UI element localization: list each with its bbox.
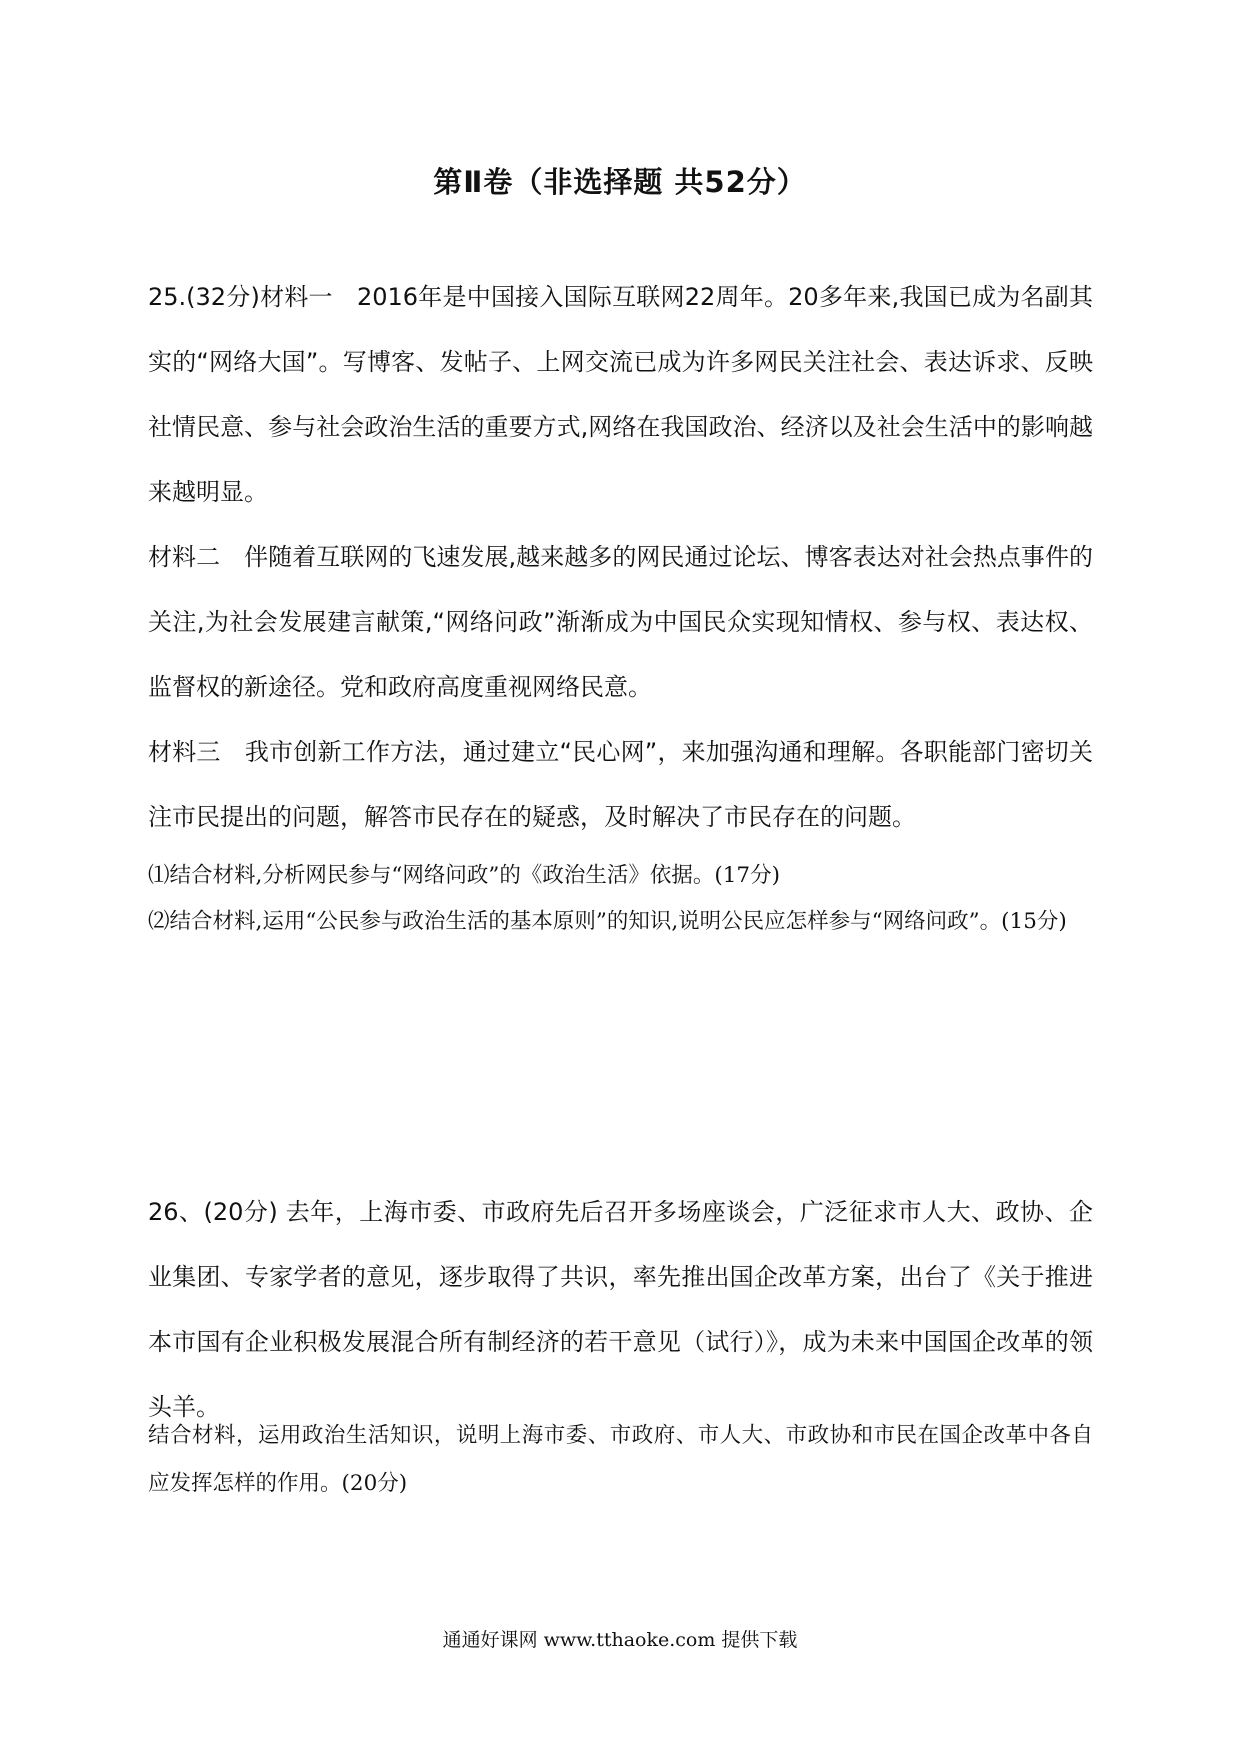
q26-question: 结合材料，运用政治生活知识，说明上海市委、市政府、市人大、市政协和市民在国企改革中各自应发挥怎样的作用。(20分) bbox=[148, 1423, 1093, 1496]
q25-question-2: ⑵结合材料,运用“公民参与政治生活的基本原则”的知识,说明公民应怎样参与“网络问政”。(15分) bbox=[148, 909, 1067, 934]
q25-material-1: 25.(32分)材料一 2016年是中国接入国际互联网22周年。20多年来,我国已成为名副其实的“网络大国”。写博客、发帖子、上网交流已成为许多网民关注社会、表达诉求、反映社情民意、参与社会政治生活的重要方式,网络在我国政治、经济以及社会生活中的影响越来越明显。 bbox=[148, 283, 1093, 506]
q26-material: 26、(20分) 去年，上海市委、市政府先后召开多场座谈会，广泛征求市人大、政协、企业集团、专家学者的意见，逐步取得了共识，率先推出国企改革方案，出台了《关于推进本市国有企业积极发展混合所有制经济的若干意见（试行）》，成为未来中国国企改革的领头羊。 bbox=[148, 1198, 1093, 1421]
page-footer: 通通好课网 www.tthaoke.com 提供下载 bbox=[442, 1629, 798, 1651]
section-title: 第Ⅱ卷（非选择题 共52分） bbox=[433, 165, 807, 199]
q25-material-3: 材料三 我市创新工作方法，通过建立“民心网”，来加强沟通和理解。各职能部门密切关注市民提出的问题，解答市民存在的疑惑，及时解决了市民存在的问题。 bbox=[148, 738, 1093, 831]
q25-material-2: 材料二 伴随着互联网的飞速发展,越来越多的网民通过论坛、博客表达对社会热点事件的关注,为社会发展建言献策,“网络问政”渐渐成为中国民众实现知情权、参与权、表达权、监督权的新途径。党和政府高度重视网络民意。 bbox=[148, 543, 1093, 701]
q25-question-1: ⑴结合材料,分析网民参与“网络问政”的《政治生活》依据。(17分) bbox=[148, 863, 780, 888]
